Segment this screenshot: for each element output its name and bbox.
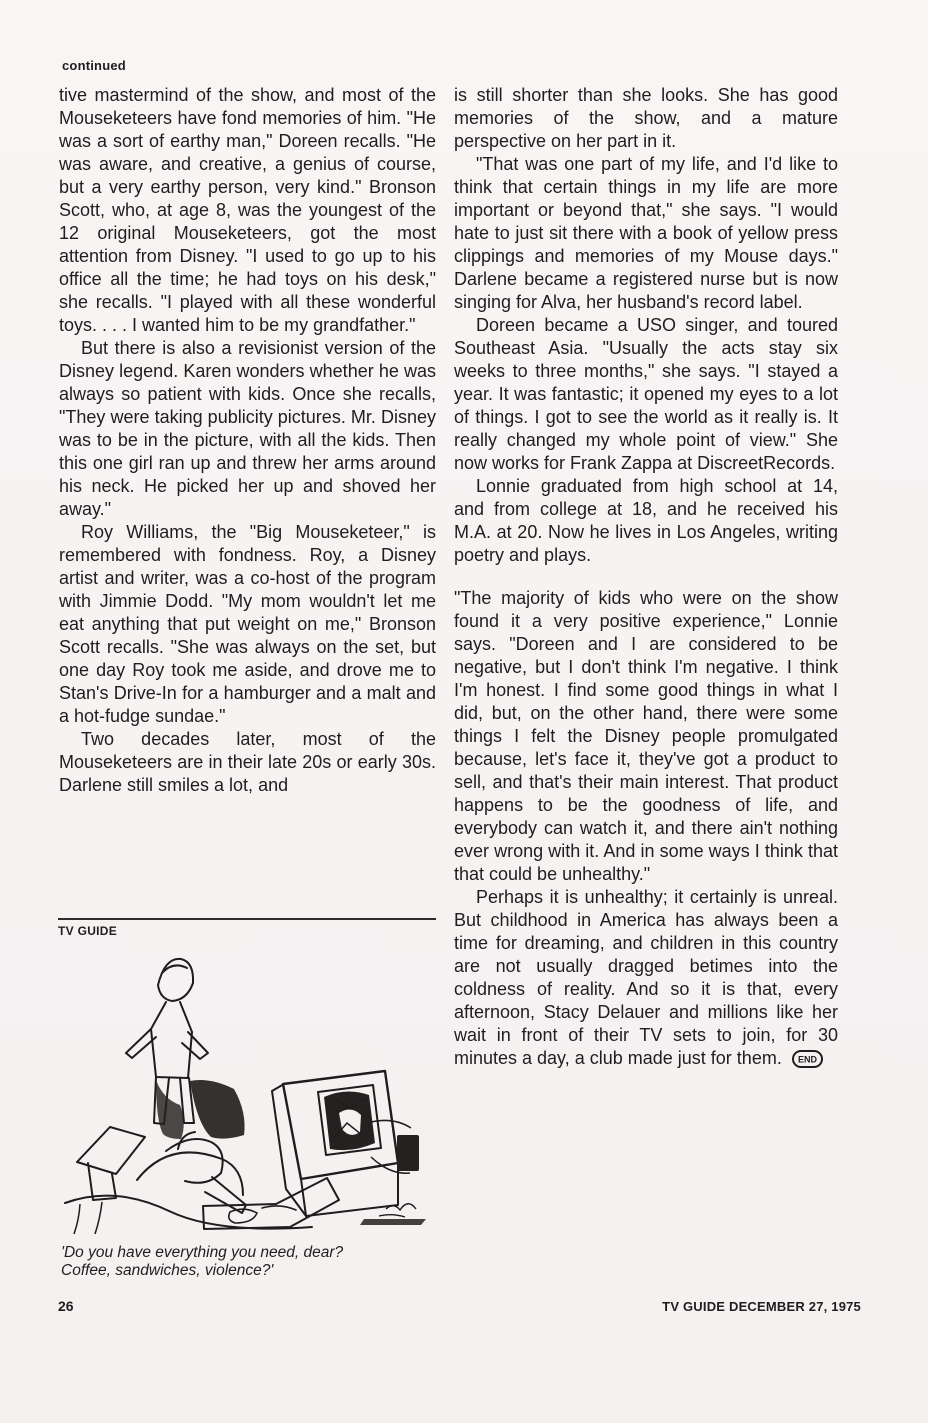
right-paragraph-2: "That was one part of my life, and I'd like to think that certain things in my life are more important or beyond that," she says. "I would hate to just sit there with a book of yellow press clippings and memories of my Mouse days." Darlene became a registered nurse but is now singing for Alva, her husband's record label. — [454, 154, 838, 312]
right-article-column — [454, 84, 838, 1070]
right-paragraph-3: Doreen became a USO singer, and toured Southeast Asia. "Usually the acts stay six weeks to three months," she says. "I stayed a year. It was fantastic; it opened my eyes to a lot of things. I got to see the world as it really is. It really changed my whole point of view." She now works for Frank Zappa at DiscreetRecords. — [454, 315, 838, 473]
continued-label: continued — [62, 58, 126, 73]
cartoon-caption: 'Do you have everything you need, dear? Coffee, sandwiches, violence?' — [61, 1244, 344, 1279]
publication-footer: TV GUIDE DECEMBER 27, 1975 — [662, 1299, 861, 1314]
left-paragraph-3: Roy Williams, the "Big Mouseketeer," is remembered with fondness. Roy, a Disney artist and writer, was a co-host of the program with Jimmie Dodd. "My mom wouldn't let me eat anything that put weight on me," Bronson Scott recalls. "She was always on the set, but one day Roy took me aside, and drove me to Stan's Drive-In for a hamburger and a malt and a hot-fudge sundae." — [59, 522, 436, 726]
left-article-column — [59, 84, 436, 797]
right-paragraph-6-text: Perhaps it is unhealthy; it certainly is unreal. But childhood in America has always been a time for dreaming, and children in this country are not usually dragged betimes into the coldness of reality. And so it is that, every afternoon, Stacy Delauer and millions like her wait in front of their TV sets to join, for 30 minutes a day, a club made just for them. — [454, 887, 838, 1068]
left-paragraph-4: Two decades later, most of the Mouseketeers are in their late 20s or early 30s. Darlene still smiles a lot, and — [59, 729, 436, 795]
cartoon-illustration — [60, 927, 440, 1244]
left-paragraph-1: tive mastermind of the show, and most of the Mouseketeers have fond memories of him. "He was a sort of earthy man," Doreen recalls. "He was aware, and creative, a genius of course, but a very earthy person, very kind." Bronson Scott, who, at age 8, was the youngest of the 12 original Mouseketeers, got the most attention from Disney. "I used to go up to his office all the time; he had toys on his desk," she recalls. "I played with all these wonderful toys. . . . I wanted him to be my grandfather." — [59, 85, 436, 335]
end-mark-icon — [792, 1050, 823, 1068]
right-paragraph-5: "The majority of kids who were on the show found it a very positive experience," Lonnie says. "Doreen and I are considered to be negative, but I don't think I'm negative. I think I'm honest. I find some good things in what I did, but, on the other hand, there were some things I felt the Disney people promulgated because, let's face it, they've got a product to sell, and that's their main interest. That product happens to be the goodness of life, and everybody can watch it, and there ain't nothing ever wrong with it. And in some ways I think that that could be unhealthy." — [454, 588, 838, 884]
cartoon-divider — [58, 918, 436, 920]
right-paragraph-6 — [454, 886, 838, 1070]
page-number: 26 — [58, 1298, 74, 1314]
left-paragraph-2: But there is also a revisionist version of the Disney legend. Karen wonders whether he was always so patient with kids. Once she recalls, "They were taking publicity pictures. Mr. Disney was to be in the picture, with all the kids. Then this one girl ran up and threw her arms around his neck. He picked her up and shoved her away." — [59, 338, 436, 519]
end-mark-label: END — [797, 1054, 817, 1065]
right-paragraph-4: Lonnie graduated from high school at 14, and from college at 18, and he received his M.A. at 20. Now he lives in Los Angeles, writing poetry and plays. — [454, 476, 838, 565]
cartoon-source-label: TV GUIDE — [58, 924, 118, 938]
cartoon-drawing — [60, 927, 440, 1244]
right-paragraph-1: is still shorter than she looks. She has good memories of the show, and a mature perspective on her part in it. — [454, 85, 838, 151]
